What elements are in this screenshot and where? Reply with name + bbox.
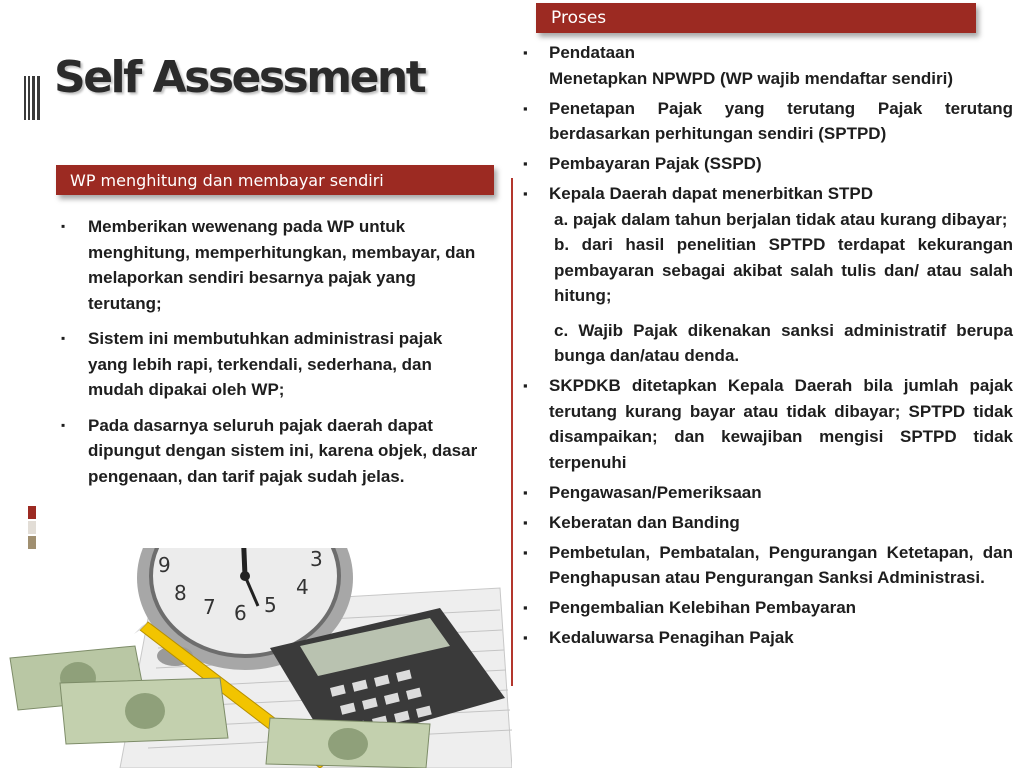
svg-text:4: 4 xyxy=(296,575,309,599)
list-item: ▪ Pembetulan, Pembatalan, Pengurangan Ketetapan, dan Penghapusan atau Pengurangan Sanksi Administrasi. xyxy=(521,540,1013,591)
swatch-light xyxy=(28,521,36,534)
list-item: ▪ Pengawasan/Pemeriksaan xyxy=(521,480,1013,506)
left-bullet-list xyxy=(60,214,484,499)
svg-text:7: 7 xyxy=(203,595,216,619)
list-item xyxy=(521,181,1013,369)
item-heading: Kepala Daerah dapat menerbitkan STPD xyxy=(549,184,874,203)
list-item: ▪ Keberatan dan Banding xyxy=(521,510,1013,536)
title-stripes-decoration xyxy=(24,76,40,120)
list-item: ▪ Sistem ini membutuhkan administrasi pajak yang lebih rapi, terkendali, sederhana, dan mudah dipakai oleh WP; xyxy=(60,326,484,403)
proses-banner: Proses xyxy=(536,3,976,33)
wp-banner: WP menghitung dan membayar sendiri xyxy=(56,165,494,195)
sub-item-b: b. dari hasil penelitian SPTPD terdapat kekurangan pembayaran sebagai akibat salah tulis dan/ atau salah hitung; xyxy=(554,235,1013,305)
list-item: ▪ Kedaluwarsa Penagihan Pajak xyxy=(521,625,1013,651)
svg-text:6: 6 xyxy=(234,601,247,625)
sub-item-a: a. pajak dalam tahun berjalan tidak atau kurang dibayar; xyxy=(554,209,1008,229)
svg-text:9: 9 xyxy=(158,553,171,577)
item-subtext: Menetapkan NPWPD (WP wajib mendaftar sendiri) xyxy=(549,68,953,88)
list-item: ▪ SKPDKB ditetapkan Kepala Daerah bila jumlah pajak terutang kurang bayar atau tidak dibayar; SPTPD tidak disampaikan; dan kewajiban mengisi SPTPD tidak terpenuhi xyxy=(521,373,1013,475)
list-item: ▪ Pengembalian Kelebihan Pembayaran xyxy=(521,595,1013,621)
list-item xyxy=(521,40,1013,91)
slide-title: Self Assessment xyxy=(54,52,425,103)
process-bullet-list xyxy=(521,40,1013,655)
list-item: ▪ Pembayaran Pajak (SSPD) xyxy=(521,151,1013,177)
tax-illustration xyxy=(0,548,512,768)
list-item: ▪ Pada dasarnya seluruh pajak daerah dapat dipungut dengan sistem ini, karena objek, dasar pengenaan, dan tarif pajak sudah jelas. xyxy=(60,413,484,490)
swatch-red xyxy=(28,506,36,519)
sub-item-c: c. Wajib Pajak dikenakan sanksi administratif berupa bunga dan/atau denda. xyxy=(554,320,1013,365)
svg-text:5: 5 xyxy=(264,593,277,617)
item-heading: Pendataan xyxy=(549,43,635,62)
list-item: ▪ Penetapan Pajak yang terutang Pajak terutang berdasarkan perhitungan sendiri (SPTPD) xyxy=(521,96,1013,147)
list-item: ▪ Memberikan wewenang pada WP untuk menghitung, memperhitungkan, membayar, dan melaporkan sendiri besarnya pajak yang terutang; xyxy=(60,214,484,316)
svg-text:8: 8 xyxy=(174,581,187,605)
svg-text:3: 3 xyxy=(310,548,323,571)
